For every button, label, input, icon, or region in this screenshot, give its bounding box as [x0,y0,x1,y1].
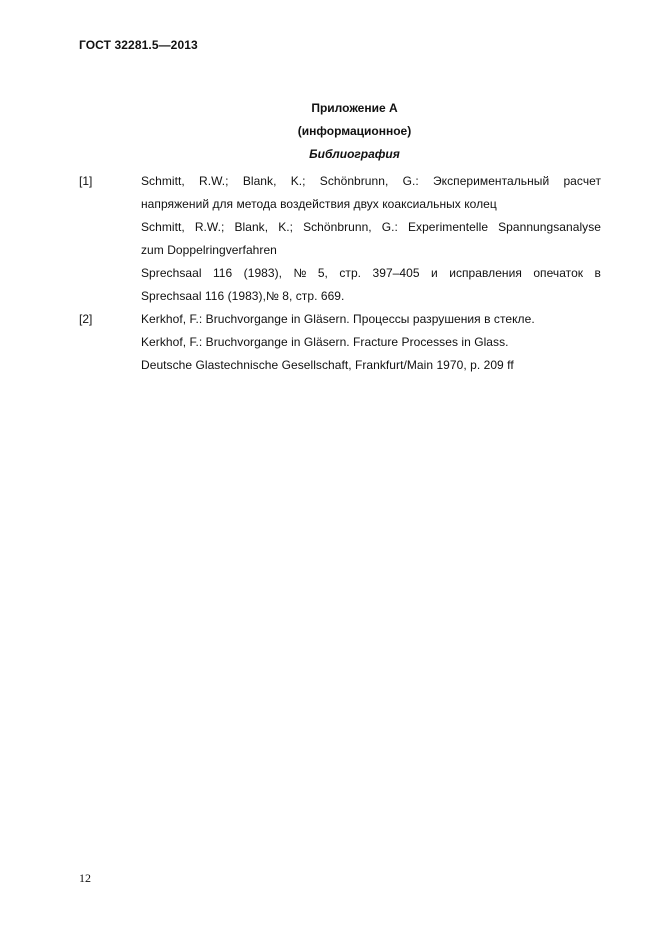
reference-line: напряжений для метода воздействия двух коаксиальных колец [141,197,497,211]
word: (1983), [243,266,283,280]
word: Schönbrunn, [319,174,389,188]
appendix-header [0,100,661,169]
word: R.W.; [198,174,229,188]
reference-entry [79,170,601,308]
reference-line: Kerkhof, F.: Bruchvorgange in Gläsern. Процессы разрушения в стекле. [141,312,535,326]
bibliography-list [79,170,601,377]
reference-line: Deutsche Glastechnische Gesellschaft, Frankfurt/Main 1970, p. 209 ff [141,358,514,372]
word: Spannungsanalyse [498,220,601,234]
word: Schmitt, [141,174,185,188]
word: в [594,266,601,280]
reference-number: [2] [79,312,93,326]
word: K.; [290,174,306,188]
word: стр. [339,266,362,280]
reference-line: zum Doppelringverfahren [141,243,277,257]
reference-line [141,262,601,285]
reference-line: Kerkhof, F.: Bruchvorgange in Gläsern. Fracture Processes in Glass. [141,335,509,349]
appendix-title: Приложение А [311,101,398,115]
word: Experimentelle [407,220,489,234]
word: опечаток [533,266,584,280]
word: G.: [381,220,398,234]
word: Blank, [234,220,269,234]
bibliography-heading: Библиография [309,147,400,161]
word: K.; [278,220,294,234]
reference-line [141,216,601,239]
page-number: 12 [79,871,91,885]
word: Blank, [242,174,277,188]
appendix-note: (информационное) [297,124,412,138]
document-code: ГОСТ 32281.5—2013 [79,38,198,52]
word: расчет [563,174,601,188]
reference-number: [1] [79,174,93,188]
word: Sprechsaal [141,266,202,280]
reference-line: Sprechsaal 116 (1983),№ 8, стр. 669. [141,289,345,303]
word: № [293,266,307,280]
word: 116 [212,266,233,280]
word: исправления [449,266,522,280]
word: 5, [317,266,328,280]
word: Schönbrunn, [303,220,372,234]
word: и [431,266,438,280]
word: Schmitt, [141,220,185,234]
word: 397–405 [372,266,420,280]
reference-line [141,170,601,193]
word: Экспериментальный [433,174,550,188]
word: G.: [402,174,419,188]
reference-entry [79,308,601,377]
word: R.W.; [194,220,225,234]
